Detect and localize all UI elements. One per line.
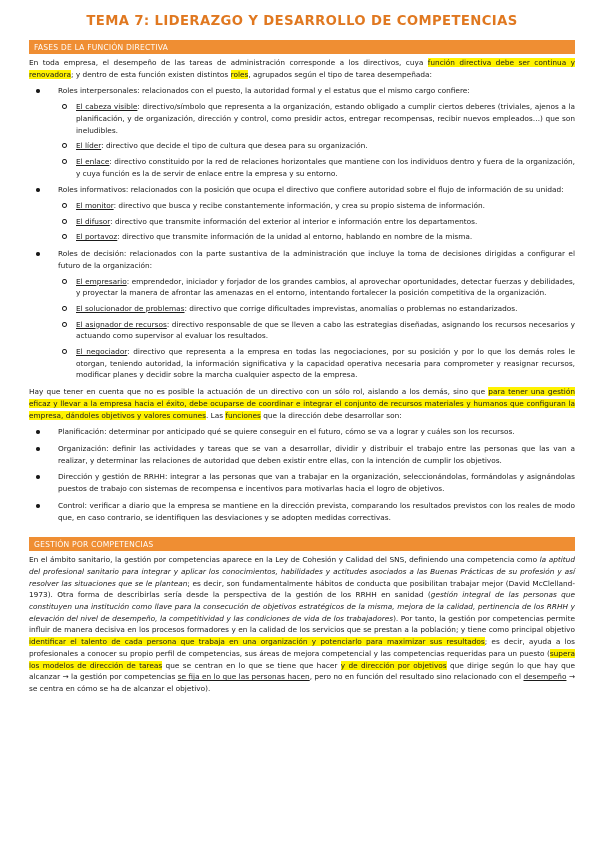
term: Planificación xyxy=(58,427,105,437)
term: El enlace xyxy=(76,156,110,166)
term: El portavoz xyxy=(76,232,118,242)
sub-list-decision xyxy=(58,276,575,382)
term: El solucionador de problemas xyxy=(76,303,185,313)
term: El monitor xyxy=(76,201,114,211)
highlight-funcion-directiva: función directiva debe ser continua y renovadora xyxy=(29,58,576,79)
gestion-paragraph xyxy=(29,554,575,694)
term: El empresario xyxy=(76,276,127,286)
list-item-organizacion xyxy=(29,443,575,466)
list-item xyxy=(58,276,575,299)
roles-decision-label: Roles de decisión: relacionados con la parte sustantiva de la administración que incluye la toma de decisiones dirigidas a configurar el futuro de la organización: xyxy=(58,249,575,270)
paragraph-text: Hay que tener en cuenta que no es posible la actuación de un directivo con un sólo rol, aislando a los demás, sino que xyxy=(29,387,489,397)
list-item xyxy=(58,216,575,228)
funciones-list xyxy=(29,426,575,523)
term-description: : determinar por anticipado qué se quiere conseguir en el futuro, cómo se va a lograr y cuáles son los recursos. xyxy=(104,427,515,437)
underlined-desempeno: desempeño xyxy=(523,672,567,682)
term-description: : emprendedor, iniciador y forjador de los grandes cambios, al aprovechar oportunidades, detectar fuerzas y debilidades, y proyectar la manera de afrontar las amenazas en el entorno, intentando fortalecer la posición competitiva de la organización. xyxy=(76,276,576,298)
term-description: : integrar a las personas que van a trabajar en la organización, seleccionándolas, formándolas y asignándolas puestos de trabajo con sistemas de recompensa e incentivos para motivarlas hacia el logro de objetivos. xyxy=(58,472,575,494)
list-item-control xyxy=(29,500,575,523)
term-description: : directivo que decide el tipo de cultura que desea para su organización. xyxy=(101,141,368,151)
term-description: : definir las actividades y tareas que se van a desarrollar, dividir y distribuir el trabajo entre las personas que las van a realizar, y determinar las relaciones de autoridad que deben existir entre ellas, con la intención de cumplir los objetivos. xyxy=(58,443,575,465)
term: El cabeza visible xyxy=(76,102,138,112)
term-description: : directivo responsable de que se lleven a cabo las estrategias diseñadas, asignando los recursos necesarios y actuando como supervisor al evaluar los resultados. xyxy=(76,319,575,341)
paragraph-text: En el ámbito sanitario, la gestión por competencias aparece en la Ley de Cohesión y Calidad del SNS, definiendo una competencia como xyxy=(29,555,540,565)
section-spacer xyxy=(29,528,575,537)
roles-list xyxy=(29,85,575,381)
highlight-modelos-direccion: supera los modelos de dirección de tareas xyxy=(29,648,575,670)
paragraph-text: que se centran en lo que se tiene que hacer xyxy=(162,660,341,670)
paragraph-text: , pero no en función del resultado sino relacionado con el xyxy=(309,672,524,682)
paragraph-text: se centra en cómo se ha de alcanzar el objetivo). xyxy=(29,683,211,693)
paragraph-text-3: que la dirección debe desarrollar son: xyxy=(260,410,402,420)
list-item-roles-interpersonales xyxy=(29,85,575,179)
term: Control xyxy=(58,500,85,510)
term-description: : verificar a diario que la empresa se mantiene en la dirección prevista, comparando los resultados previstos con los reales de modo que, en caso contrario, se identifiquen las desviaciones y se adopten medidas correctivas. xyxy=(58,500,575,522)
list-item xyxy=(58,101,575,136)
highlight-funciones: funciones xyxy=(225,410,261,420)
term: Organización xyxy=(58,443,107,453)
roles-informativos-label: Roles informativos: relacionados con la posición que ocupa el directivo que confiere autoridad sobre el flujo de información de su unidad: xyxy=(58,185,564,195)
sub-list-interpersonales xyxy=(58,101,575,179)
list-item xyxy=(58,156,575,179)
paragraph-text: ; es decir, ayuda a los profesionales a conocer su propio perfil de competencias, sus áreas de mejora competencial y las competencias requeridas para un puesto ( xyxy=(29,637,575,658)
list-item xyxy=(58,140,575,152)
term-description: : directivo que busca y recibe constantemente información, y crea su propio sistema de información. xyxy=(113,201,485,211)
paragraph-text: ). Por tanto, la gestión por competencias permite influir de manera decisiva en los procesos formadores y en la calidad de los servicios que se prestan a la población; y tiene como principal objetivo xyxy=(29,613,575,635)
intro-paragraph xyxy=(29,57,575,80)
list-item xyxy=(58,200,575,212)
term: El difusor xyxy=(76,216,111,226)
list-item-roles-decision xyxy=(29,248,575,381)
list-item xyxy=(58,303,575,315)
list-item xyxy=(58,346,575,381)
rrhh-definition: gestión integral de las personas que constituyen una institución como llave para la consecución de objetivos estratégicos de la misma, mejora de la calidad, pertinencia de los RRHH y elevación del nivel de desempeño, la competitividad y las condiciones de vida de los trabajadores xyxy=(29,590,575,623)
intro-text: En toda empresa, el desempeño de las tareas de administración corresponde a los directivos, cuya xyxy=(29,58,428,67)
term-description: : directivo que representa a la empresa en todas las negociaciones, por su posición y por lo que los demás roles le otorgan, teniendo autoridad, la información significativa y la capacidad operativa necesaria para comprometer y reasignar recursos, modificar planes y decidir sobre la marcha cualquier aspecto de la empresa. xyxy=(76,347,575,380)
intro-text-2: ; y dentro de esta función existen distintos xyxy=(71,69,231,79)
highlight-gestion-eficaz: para tener una gestión eficaz y llevar a la empresa hacia el éxito, debe ocuparse de coordinar e integrar el conjunto de recursos materiales y humanos que configuran la empresa, dándoles objetivos y valores comunes xyxy=(29,387,575,420)
funciones-paragraph xyxy=(29,386,575,421)
term-description: : directivo constituido por la red de relaciones horizontales que mantiene con los individuos dentro y fuera de la organización, y cuya función es la de servir de enlace entre la empresa y su entorno. xyxy=(76,156,575,178)
intro-text-3: , agrupados según el tipo de tarea desempeñada: xyxy=(248,69,433,79)
list-item-roles-informativos xyxy=(29,184,575,243)
term-description: : directivo que transmite información de la unidad al entorno, hablando en nombre de la misma. xyxy=(117,232,473,242)
arrow-right-icon: → xyxy=(568,672,576,682)
paragraph-text-2: . Las xyxy=(205,410,226,420)
paragraph-text: que dirige según lo que hay que alcanzar xyxy=(29,660,575,682)
term: El líder xyxy=(76,141,102,151)
list-item xyxy=(58,231,575,243)
term: Dirección y gestión de RRHH xyxy=(58,472,165,482)
section-header-fases: FASES DE LA FUNCIÓN DIRECTIVA xyxy=(29,40,575,54)
list-item-planificacion xyxy=(29,426,575,438)
term-description: : directivo que corrige dificultades imprevistas, anomalías o problemas no estandarizados. xyxy=(184,303,518,313)
term: El negociador xyxy=(76,347,128,357)
roles-interpersonales-label: Roles interpersonales: relacionados con el puesto, la autoridad formal y el estatus que el mismo cargo confiere: xyxy=(58,86,470,96)
highlight-talento: identificar el talento de cada persona que trabaja en una organización y potenciarlo para maximizar sus resultados xyxy=(29,637,485,647)
page-title: TEMA 7: LIDERAZGO Y DESARROLLO DE COMPETENCIAS xyxy=(86,14,518,29)
competencia-definition: la aptitud del profesional sanitario para integrar y aplicar los conocimientos, habilidades y actitudes asociados a las Buenas Prácticas de su profesión y así resolver las situaciones que se le plantean xyxy=(29,555,576,588)
underlined-text: se fija en lo que las personas hacen xyxy=(177,672,310,682)
term-description: : directivo que transmite información del exterior al interior e información entre los departamentos. xyxy=(110,216,478,226)
paragraph-text: ; es decir, son fundamentalmente hábitos de conducta que posibilitan trabajar mejor (David McClelland-1973). Otra forma de describirlas sería desde la perspectiva de la gestión de los RRHH en sanidad ( xyxy=(29,578,575,600)
list-item xyxy=(58,319,575,342)
term-description: : directivo/símbolo que representa a la organización, estando obligado a cumplir ciertos deberes (triviales, ajenos a la planificación, y de organización, dirección y control, como presidir actos, entregar recompensas, recibir nuevos empleados…) que son ineludibles. xyxy=(76,102,575,135)
section-header-gestion: GESTIÓN POR COMPETENCIAS xyxy=(29,537,575,551)
paragraph-text: la gestión por competencias xyxy=(68,672,178,682)
sub-list-informativos xyxy=(58,200,575,243)
list-item-direccion-rrhh xyxy=(29,471,575,494)
highlight-roles: roles xyxy=(230,69,249,79)
arrow-right-icon: → xyxy=(62,672,69,682)
term: El asignador de recursos xyxy=(76,319,167,329)
highlight-direccion-objetivos: y de dirección por objetivos xyxy=(340,660,447,670)
